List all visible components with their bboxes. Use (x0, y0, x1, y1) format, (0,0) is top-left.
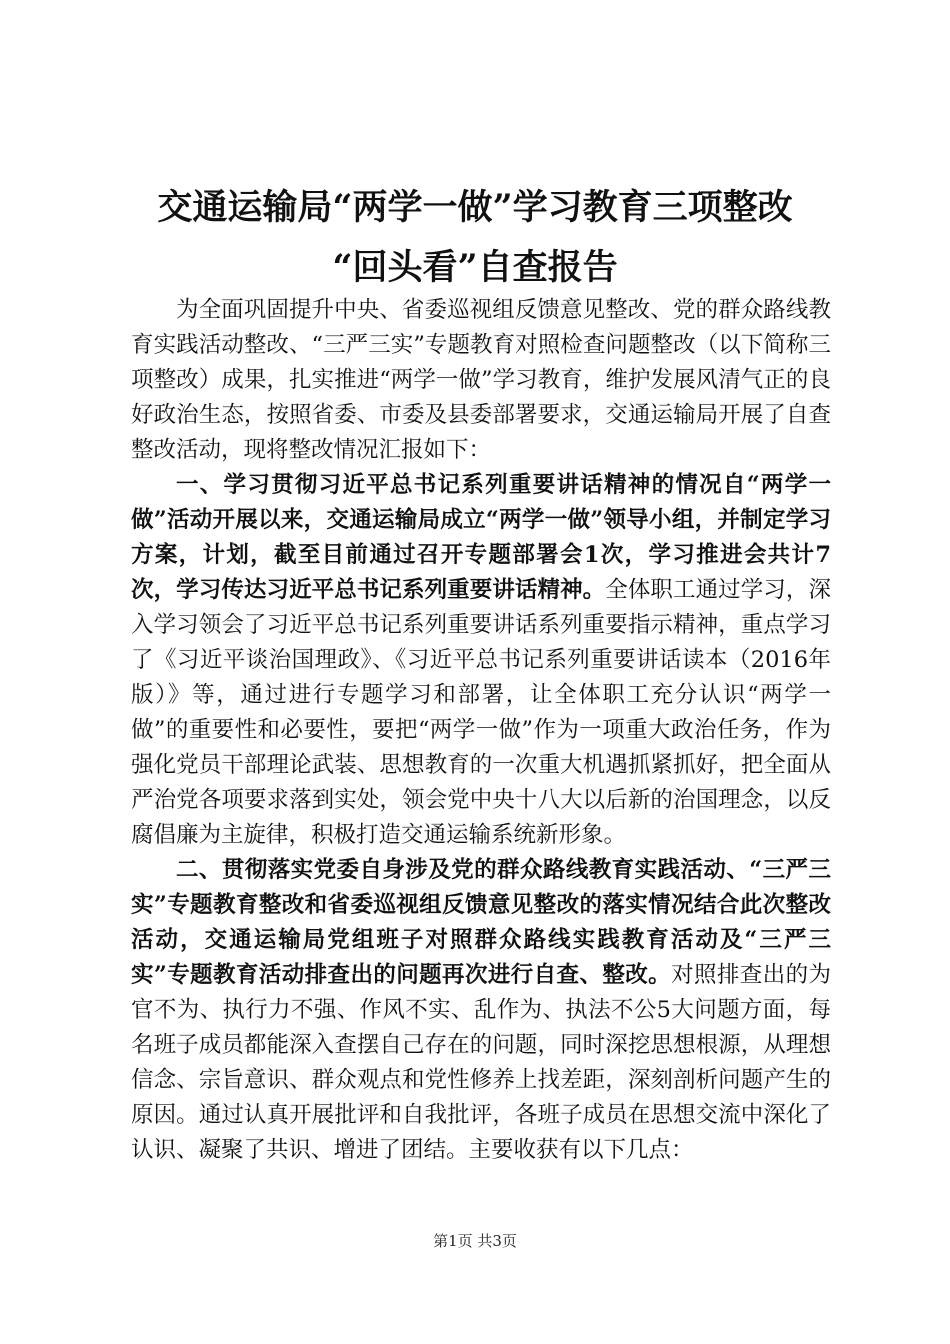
paragraph-intro (131, 293, 831, 468)
document-title-line-2: “回头看”自查报告 (332, 247, 618, 288)
document-body (131, 293, 831, 1168)
document-title-line-1: 交通运输局“两学一做”学习教育三项整改 (157, 187, 793, 228)
page-number-footer: 第1页 共3页 (433, 1232, 517, 1250)
section-2-text: 对照排查出的为官不为、执行力不强、作风不实、乱作为、执法不公5大问题方面，每名班子成员都能深入查摆自己存在的问题，同时深挖思想根源，从理想信念、宗旨意识、群众观点和党性修养上找差距，深刻剖析问题产生的原因。通过认真开展批评和自我批评，各班子成员在思想交流中深化了认识、凝聚了共识、增进了团结。主要收获有以下几点： (131, 962, 831, 1163)
section-1-text: 全体职工通过学习，深入学习领会了习近平总书记系列重要讲话系列重要指示精神，重点学习了《习近平谈治国理政》、《习近平总书记系列重要讲话读本（2016年版）》等，通过进行专题学习和部署，让全体职工充分认识“两学一做”的重要性和必要性，要把“两学一做”作为一项重大政治任务，作为强化党员干部理论武装、思想教育的一次重大机遇抓紧抓好，把全面从严治党各项要求落到实处，领会党中央十八大以后新的治国理念，以反腐倡廉为主旋律，积极打造交通运输系统新形象。 (131, 577, 831, 848)
paragraph-section-2 (131, 853, 831, 1168)
paragraph-intro-text: 为全面巩固提升中央、省委巡视组反馈意见整改、党的群众路线教育实践活动整改、“三严三实”专题教育对照检查问题整改（以下简称三项整改）成果，扎实推进“两学一做”学习教育，维护发展风清气正的良好政治生态，按照省委、市委及县委部署要求，交通运输局开展了自查整改活动，现将整改情况汇报如下： (131, 297, 831, 463)
section-1-heading: 一、学习贯彻习近平总书记系列重要讲话精神的情况自“两学一做”活动开展以来，交通运输局成立“两学一做”领导小组，并制定学习方案，计划，截至目前通过召开专题部署会1次，学习推进会共计7次，学习传达习近平总书记系列重要讲话精神。 (131, 472, 831, 603)
paragraph-section-1 (131, 468, 831, 853)
section-2-heading: 二、贯彻落实党委自身涉及党的群众路线教育实践活动、“三严三实”专题教育整改和省委巡视组反馈意见整改的落实情况结合此次整改活动，交通运输局党组班子对照群众路线实践教育活动及“三严三实”专题教育活动排查出的问题再次进行自查、整改。 (131, 857, 831, 988)
